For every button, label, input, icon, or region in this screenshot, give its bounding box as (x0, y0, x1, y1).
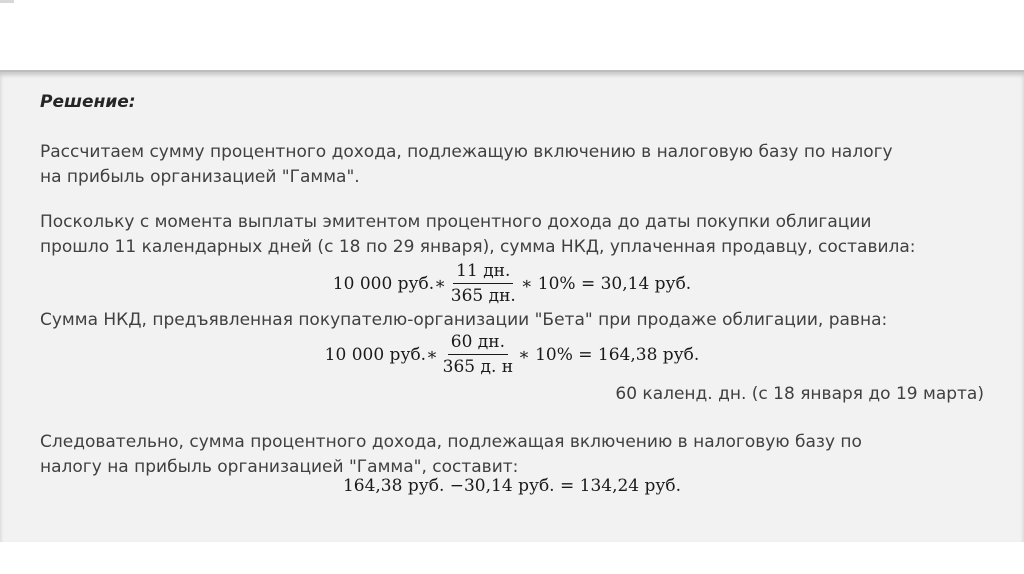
paragraph-line: Сумма НКД, предъявленная покупателю-организации "Бета" при продаже облигации, равна: (40, 310, 888, 330)
formula-nkd-paid (0, 259, 1024, 308)
fraction-numerator: 11 дн. (453, 259, 513, 284)
paragraph-line: Следовательно, сумма процентного дохода, подлежащая включению в налоговую базу по (40, 432, 862, 452)
formula-nkd-received (0, 330, 1024, 379)
solution-heading: Решение: (40, 92, 136, 112)
fraction-numerator: 60 дн. (448, 330, 508, 355)
formula-prefix: 10 000 руб.∗ (332, 273, 446, 294)
formula-suffix: ∗ 10% = 164,38 руб. (518, 344, 700, 365)
paragraph-line: налогу на прибыль организацией "Гамма", составит: (40, 457, 519, 477)
paragraph-line: Рассчитаем сумму процентного дохода, подлежащую включению в налоговую базу по налогу (40, 142, 893, 162)
period-note: 60 календ. дн. (с 18 января до 19 марта) (615, 384, 984, 404)
fraction-denominator: 365 дн. (450, 286, 516, 306)
fraction (440, 330, 516, 379)
paragraph-line: Поскольку с момента выплаты эмитентом процентного дохода до даты покупки облигации (40, 212, 872, 232)
fraction-denominator: 365 д. н (442, 357, 514, 377)
formula-suffix: ∗ 10% = 30,14 руб. (520, 273, 692, 294)
paragraph-intro (40, 140, 990, 190)
fraction (448, 259, 519, 308)
formula-result-text: 164,38 руб. −30,14 руб. = 134,24 руб. (342, 476, 682, 496)
paragraph-line: прошло 11 календарных дней (с 18 по 29 января), сумма НКД, уплаченная продавцу, составила: (40, 237, 916, 257)
formula-prefix: 10 000 руб.∗ (324, 344, 438, 365)
formula-result (0, 476, 1024, 496)
corner-mark (0, 0, 14, 3)
paragraph-line: на прибыль организацией "Гамма". (40, 167, 360, 187)
paragraph-nkd-paid (40, 210, 990, 260)
slide-content (0, 70, 1024, 542)
paragraph-conclusion (40, 430, 990, 480)
